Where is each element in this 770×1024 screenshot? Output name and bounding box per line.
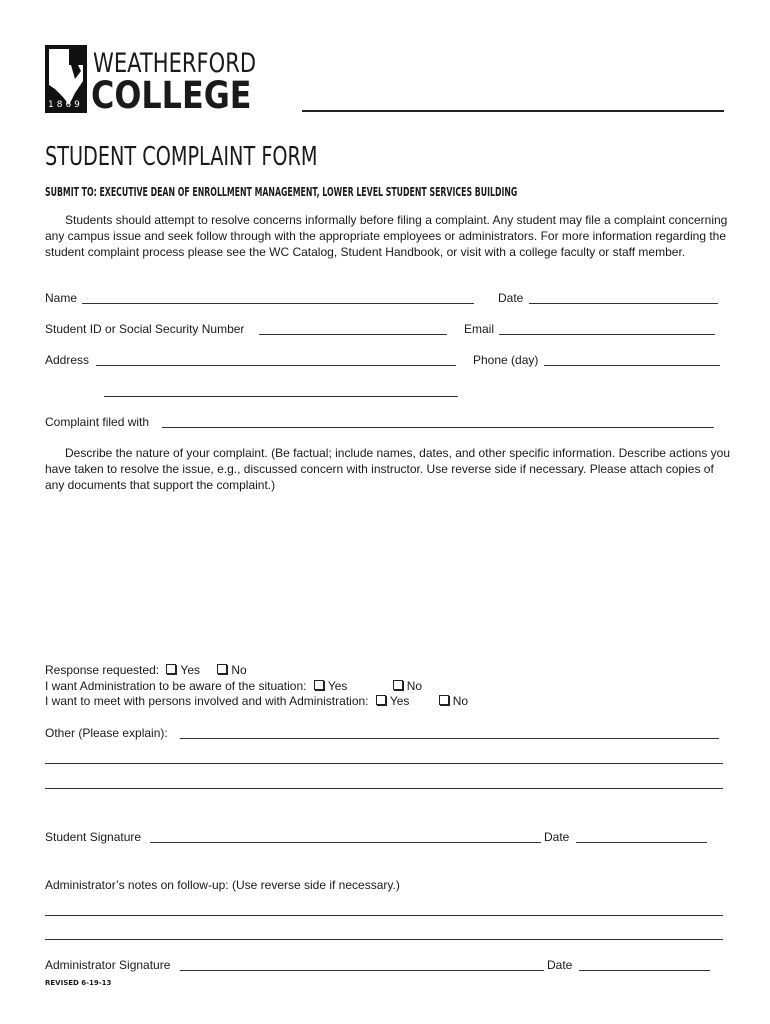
other-label: Other (Please explain): bbox=[45, 726, 168, 740]
student-id-field[interactable] bbox=[259, 334, 447, 335]
admin-notes-label: Administrator’s notes on follow-up: (Use reverse side if necessary.) bbox=[45, 878, 400, 892]
submit-to: SUBMIT TO: EXECUTIVE DEAN OF ENROLLMENT MANAGEMENT, LOWER LEVEL STUDENT SERVICES BUILDING bbox=[45, 184, 518, 199]
intro-text: Students should attempt to resolve concerns informally before filing a complaint. Any student may file a complaint concerning any campus issue and seek follow through with the appropriate employees or administrators. For more information regarding the student complaint process please see the WC Catalog, Student Handbook, or visit with a college faculty or staff member. bbox=[45, 213, 728, 259]
admin-aware-no-label: No bbox=[406, 679, 423, 693]
page-title: STUDENT COMPLAINT FORM bbox=[45, 142, 318, 172]
phone-label: Phone (day) bbox=[473, 353, 539, 367]
meet-row bbox=[45, 693, 468, 709]
admin-signature-label: Administrator Signature bbox=[45, 958, 171, 972]
meet-label: I want to meet with persons involved and with Administration: bbox=[45, 694, 369, 708]
phone-field[interactable] bbox=[544, 365, 720, 366]
complaint-description-area[interactable] bbox=[45, 498, 725, 658]
complaint-filed-with-field[interactable] bbox=[162, 427, 714, 428]
name-field[interactable] bbox=[82, 303, 474, 304]
email-field[interactable] bbox=[499, 334, 715, 335]
address-field[interactable] bbox=[96, 365, 456, 366]
meet-no-checkbox[interactable] bbox=[439, 695, 449, 705]
admin-notes-line-2[interactable] bbox=[45, 939, 723, 940]
meet-yes-checkbox[interactable] bbox=[376, 695, 386, 705]
admin-signature-date-field[interactable] bbox=[579, 970, 710, 971]
other-field-line-3[interactable] bbox=[45, 788, 723, 789]
describe-text: Describe the nature of your complaint. (Be factual; include names, dates, and other specific information. Describe actions you have taken to resolve the issue, e.g., discussed concern with instructor. Use reverse side if necessary. Please attach copies of any documents that support the complaint.) bbox=[45, 446, 731, 492]
response-no-label: No bbox=[231, 663, 247, 677]
response-yes-label: Yes bbox=[180, 663, 200, 677]
name-label: Name bbox=[45, 291, 78, 305]
revised-date: REVISED 6-19-13 bbox=[45, 979, 112, 987]
header-rule bbox=[302, 110, 724, 112]
admin-aware-no-checkbox[interactable] bbox=[393, 680, 403, 690]
other-field-line-2[interactable] bbox=[45, 763, 723, 764]
address-field-line-2[interactable] bbox=[104, 396, 458, 397]
student-signature-date-field[interactable] bbox=[576, 842, 707, 843]
admin-aware-yes-checkbox[interactable] bbox=[314, 680, 324, 690]
college-logo bbox=[45, 45, 295, 115]
admin-signature-field[interactable] bbox=[180, 970, 544, 971]
logo-college: COLLEGE bbox=[91, 74, 252, 117]
admin-notes-line-1[interactable] bbox=[45, 915, 723, 916]
intro-paragraph bbox=[45, 212, 735, 260]
other-field[interactable] bbox=[180, 738, 719, 739]
student-signature-field[interactable] bbox=[150, 842, 541, 843]
response-requested-row bbox=[45, 662, 247, 678]
response-yes-checkbox[interactable] bbox=[166, 664, 176, 674]
admin-aware-yes-label: Yes bbox=[327, 679, 348, 693]
student-signature-label: Student Signature bbox=[45, 830, 142, 844]
email-label: Email bbox=[464, 322, 495, 336]
response-requested-label: Response requested: bbox=[45, 663, 160, 677]
logo-weatherford: WEATHERFORD bbox=[93, 48, 257, 79]
meet-yes-label: Yes bbox=[389, 694, 410, 708]
date-field[interactable] bbox=[529, 303, 718, 304]
meet-no-label: No bbox=[452, 694, 469, 708]
admin-aware-row bbox=[45, 678, 422, 694]
student-signature-date-label: Date bbox=[544, 830, 570, 844]
address-label: Address bbox=[45, 353, 90, 367]
admin-aware-label: I want Administration to be aware of the situation: bbox=[45, 679, 307, 693]
student-id-label: Student ID or Social Security Number bbox=[45, 322, 245, 336]
complaint-filed-with-label: Complaint filed with bbox=[45, 415, 150, 429]
response-no-checkbox[interactable] bbox=[217, 664, 227, 674]
describe-paragraph bbox=[45, 445, 735, 493]
date-label: Date bbox=[498, 291, 524, 305]
admin-signature-date-label: Date bbox=[547, 958, 573, 972]
logo-year: 1869 bbox=[48, 100, 83, 110]
